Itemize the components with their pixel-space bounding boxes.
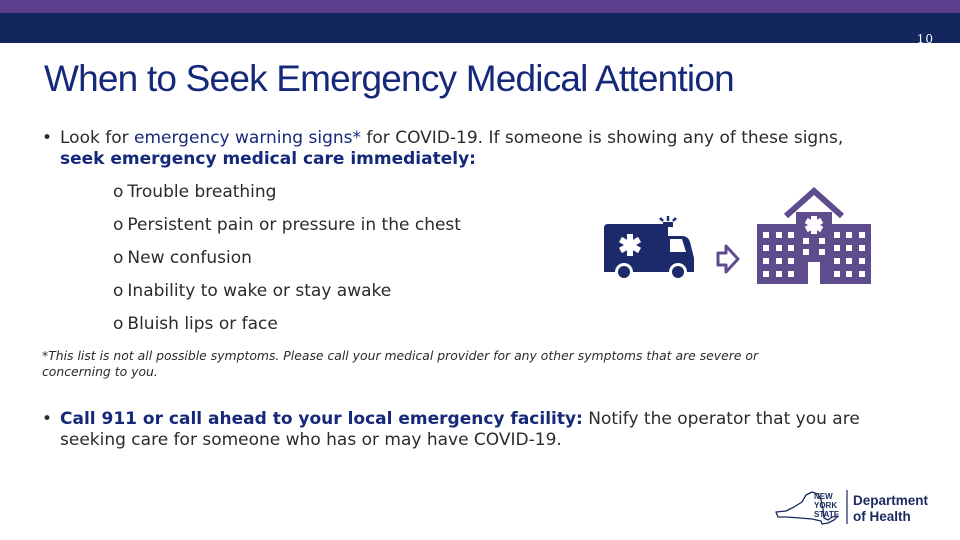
symptom-item bbox=[113, 246, 461, 279]
logo-state-line2: YORK bbox=[814, 501, 838, 510]
emergency-warning-signs-text: emergency warning signs* bbox=[134, 128, 362, 148]
header-band-purple bbox=[0, 0, 960, 13]
symptom-text: New confusion bbox=[127, 248, 252, 268]
symptom-item bbox=[113, 279, 461, 312]
list-marker: o bbox=[113, 215, 124, 235]
symptom-text: Bluish lips or face bbox=[127, 314, 278, 334]
bullet-text-middle: for COVID-19. If someone is showing any of these signs, bbox=[361, 128, 844, 148]
bullet-dot: • bbox=[42, 409, 53, 429]
symptom-item bbox=[113, 312, 461, 345]
bullet-warning-signs-text bbox=[60, 128, 862, 170]
page-number: 10 bbox=[916, 32, 934, 46]
ambulance-to-hospital-illustration bbox=[600, 186, 875, 290]
logo-state-line1: NEW bbox=[814, 492, 833, 501]
logo-dept-line1: Department bbox=[853, 493, 929, 508]
list-marker: o bbox=[113, 281, 124, 301]
nys-doh-logo bbox=[772, 486, 944, 532]
list-marker: o bbox=[113, 182, 124, 202]
seek-care-text: seek emergency medical care immediately: bbox=[60, 149, 476, 169]
list-marker: o bbox=[113, 248, 124, 268]
bullet-text-lead: Look for bbox=[60, 128, 135, 148]
illustration-svg bbox=[600, 186, 875, 286]
symptom-item bbox=[113, 180, 461, 213]
bullet-warning-signs bbox=[42, 128, 862, 170]
symptom-list bbox=[113, 180, 461, 345]
bullet-call-911-text bbox=[60, 409, 862, 451]
ambulance-icon bbox=[604, 216, 694, 281]
logo-state-line3: STATE bbox=[814, 510, 840, 519]
logo-svg bbox=[772, 486, 944, 528]
symptom-item bbox=[113, 213, 461, 246]
bullet-dot: • bbox=[42, 128, 53, 148]
logo-dept-line2: of Health bbox=[853, 509, 911, 524]
hospital-icon bbox=[757, 191, 871, 284]
arrow-right-icon bbox=[718, 246, 738, 272]
list-marker: o bbox=[113, 314, 124, 334]
notify-operator-text: Notify the operator that you are seeking care for someone who has or may have COVID-19. bbox=[60, 409, 860, 450]
call-911-text: Call 911 or call ahead to your local emergency facility: bbox=[60, 409, 583, 429]
symptom-text: Trouble breathing bbox=[127, 182, 277, 202]
symptom-text: Persistent pain or pressure in the chest bbox=[127, 215, 461, 235]
header-band-navy bbox=[0, 13, 960, 46]
page-title: When to Seek Emergency Medical Attention bbox=[44, 58, 734, 99]
bullet-call-911 bbox=[42, 409, 862, 451]
footnote: *This list is not all possible symptoms. Please call your medical provider for any other symptoms that are severe or concerning to you. bbox=[42, 348, 759, 379]
symptom-text: Inability to wake or stay awake bbox=[127, 281, 392, 301]
